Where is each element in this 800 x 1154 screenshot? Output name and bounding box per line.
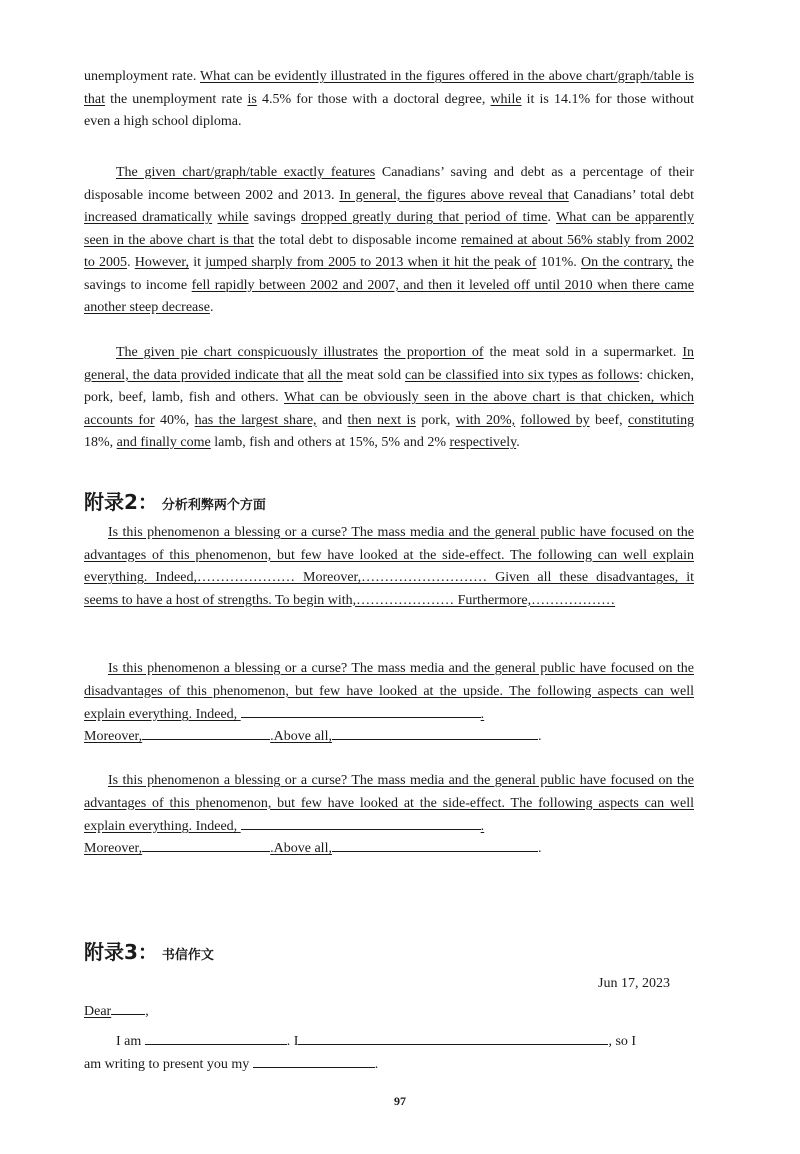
letter-line-1: I am . I , so I <box>116 1030 696 1053</box>
template-block-3-text: Is this phenomenon a blessing or a curse? The mass media and the general public have focused on the advantages of this phenomenon, but few have looked at the side-effect. The following aspects can well explain everything. Indeed, . <box>84 773 694 834</box>
blank-line <box>253 1053 375 1068</box>
paragraph-unemployment: unemployment rate. What can be evidently illustrated in the figures offered in the above chart/graph/table is that the unemployment rate is 4.5% for those with a doctoral degree, while it is 14.1% for those without even a high school diploma. <box>84 69 695 129</box>
blank-line <box>241 703 481 718</box>
blank-line <box>145 1030 287 1045</box>
template-block-3-fill-line: Moreover, .Above all, . <box>84 837 694 860</box>
blank-line <box>142 837 270 852</box>
appendix2-heading: 附录2： 分析利弊两个方面 <box>84 490 266 514</box>
paragraph-meat-pie-chart: The given pie chart conspicuously illustrates the proportion of the meat sold in a supermarket. In general, the data provided indicate that all the meat sold can be classified into six types as follows: chicken, pork, beef, lamb, fish and others. What can be obviously seen in the above chart is that chicken, which accounts for 40%, has the largest share, and then next is pork, with 20%, followed by beef, constituting 18%, and finally come lamb, fish and others at 15%, 5% and 2% respectively. <box>84 345 695 450</box>
template-block-2-fill-line: Moreover, .Above all, . <box>84 725 694 748</box>
page-number: 97 <box>394 1094 406 1108</box>
paragraph-canadian-debt: The given chart/graph/table exactly features Canadians’ saving and debt as a percentage of their disposable income between 2002 and 2013. In general, the figures above reveal that Canadians’ total debt increased dramatically while savings dropped greatly during that period of time. What can be apparently seen in the above chart is that the total debt to disposable income remained at about 56% stably from 2002 to 2005. However, it jumped sharply from 2005 to 2013 when it hit the peak of 101%. On the contrary, the savings to income fell rapidly between 2002 and 2007, and then it leveled off until 2010 when there came another steep decrease. <box>84 165 695 315</box>
template-block-1: Is this phenomenon a blessing or a curse? The mass media and the general public have focused on the advantages of this phenomenon, but few have looked at the side-effect. The following can well explain everything. Indeed,………………… Moreover,……………………… Given all these disadvantages, it seems to have a host of strengths. To begin with,………………… Furthermore,……………… <box>84 525 694 608</box>
appendix3-heading: 附录3： 书信作文 <box>84 940 214 964</box>
template-block-2-text: Is this phenomenon a blessing or a curse? The mass media and the general public have focused on the disadvantages of this phenomenon, but few have looked at the upside. The following aspects can well explain everything. Indeed, . <box>84 661 694 722</box>
blank-line <box>332 837 538 852</box>
blank-line <box>332 725 538 740</box>
letter-date: Jun 17, 2023 <box>598 976 670 991</box>
blank-line <box>241 815 481 830</box>
letter-line-2: am writing to present you my . <box>84 1053 694 1076</box>
blank-line <box>298 1030 608 1045</box>
letter-salutation: Dear , <box>84 1000 694 1023</box>
blank-line <box>111 1000 145 1015</box>
blank-line <box>142 725 270 740</box>
